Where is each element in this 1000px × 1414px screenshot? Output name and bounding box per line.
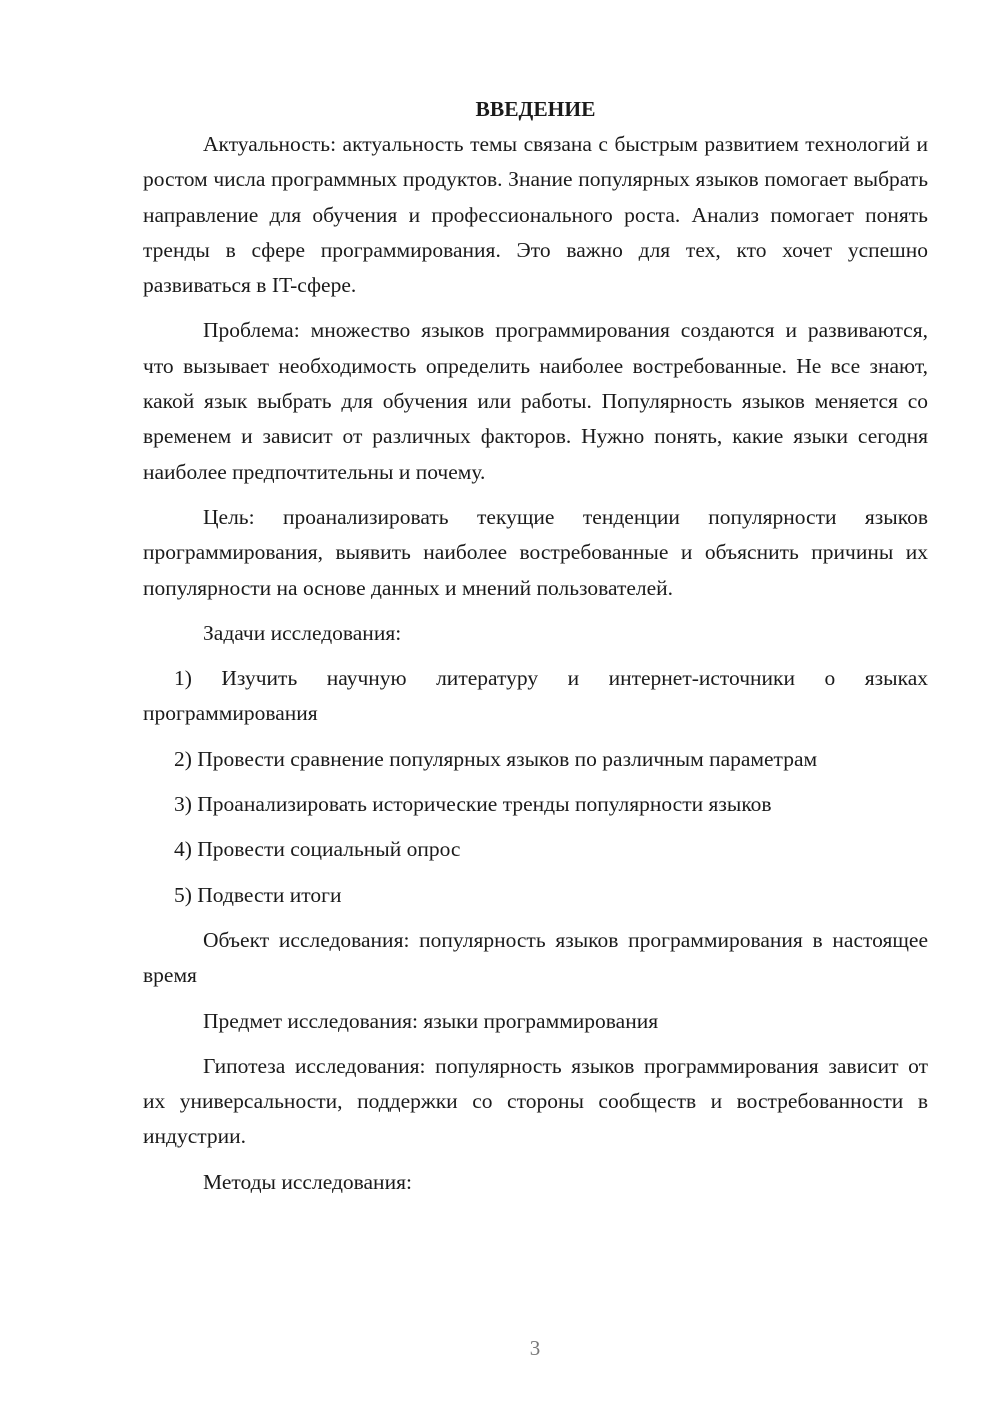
paragraph-tasks-heading: Задачи исследования: xyxy=(203,620,402,645)
paragraph-relevance: Актуальность: актуальность темы связана с быстрым развитием технологий и ростом числа программных продуктов. Знание популярных языков помогает выбрать направление для обучения и профессионального роста. Анализ помогает понять тренды в сфере программирования. Это важно для тех, кто хочет успешно развиваться в IT-сфере. xyxy=(143,132,928,298)
document-page xyxy=(143,92,928,1210)
paragraph-problem: Проблема: множество языков программирования создаются и развиваются, что вызывает необходимость определить наиболее востребованные. Не все знают, какой язык выбрать для обучения или работы. Популярность языков меняется со временем и зависит от различных факторов. Нужно понять, какие языки сегодня наиболее предпочтительны и почему. xyxy=(143,318,928,484)
paragraph-subject: Предмет исследования: языки программирования xyxy=(203,1008,659,1033)
task-item-3: 3) Проанализировать исторические тренды популярности языков xyxy=(174,792,772,817)
paragraph-object: Объект исследования: популярность языков программирования в настоящее время xyxy=(143,927,928,988)
task-item-2: 2) Провести сравнение популярных языков по различным параметрам xyxy=(174,746,818,771)
paragraph-methods: Методы исследования: xyxy=(203,1169,412,1194)
paragraph-goal: Цель: проанализировать текущие тенденции популярности языков программирования, выявить наиболее востребованные и объяснить причины их популярности на основе данных и мнений пользователей. xyxy=(143,504,928,600)
section-title: ВВЕДЕНИЕ xyxy=(475,97,596,121)
task-item-5: 5) Подвести итоги xyxy=(174,882,342,907)
paragraph-hypothesis: Гипотеза исследования: популярность языков программирования зависит от их универсальности, поддержки со стороны сообществ и востребованности в индустрии. xyxy=(143,1053,928,1149)
page-number: 3 xyxy=(529,1336,541,1360)
task-item-4: 4) Провести социальный опрос xyxy=(174,837,461,862)
task-item-1: 1) Изучить научную литературу и интернет-источники о языках программирования xyxy=(143,666,928,726)
